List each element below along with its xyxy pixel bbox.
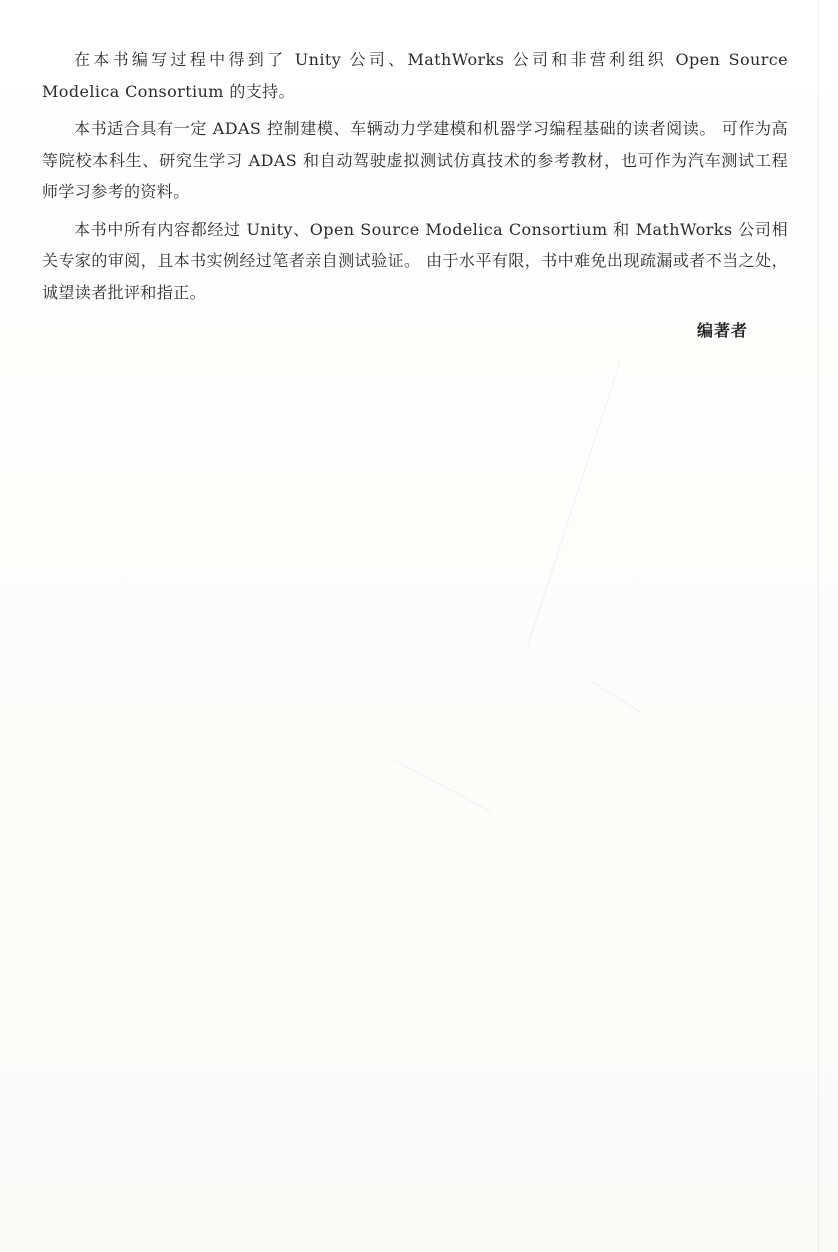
paragraph-audience: 本书适合具有一定 ADAS 控制建模、车辆动力学建模和机器学习编程基础的读者阅读。 可作为高等院校本科生、研究生学习 ADAS 和自动驾驶虚拟测试仿真技术的参考教材，也可作为汽车测试工程师学习参考的资料。 [42, 119, 788, 201]
paragraph-acknowledgement: 在本书编写过程中得到了 Unity 公司、MathWorks 公司和非营利组织 Open Source Modelica Consortium 的支持。 [42, 50, 788, 101]
scan-artifact-line [589, 680, 640, 713]
scan-page-edge [818, 0, 819, 1252]
preface-body [42, 44, 788, 314]
paragraph-review-note: 本书中所有内容都经过 Unity、Open Source Modelica Consortium 和 MathWorks 公司相关专家的审阅，且本书实例经过笔者亲自测试验证。 由于水平有限，书中难免出现疏漏或者不当之处，诚望读者批评和指正。 [42, 219, 788, 302]
author-signature: 编著者 [696, 321, 748, 340]
scan-artifact-line [527, 360, 621, 646]
scan-artifact-line [395, 760, 493, 813]
